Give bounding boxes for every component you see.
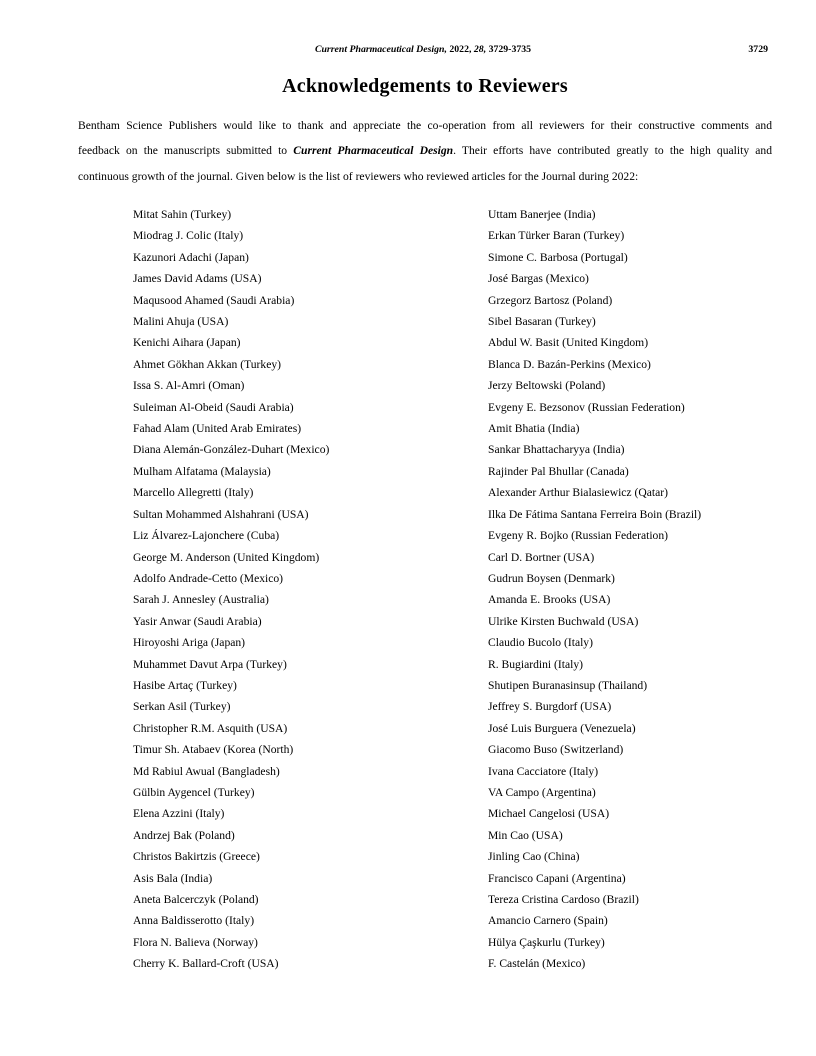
reviewer-item: Hülya Çaşkurlu (Turkey) <box>488 935 605 949</box>
reviewer-item: Maqusood Ahamed (Saudi Arabia) <box>133 293 295 307</box>
reviewer-item: José Bargas (Mexico) <box>488 272 589 286</box>
reviewer-item: Muhammet Davut Arpa (Turkey) <box>133 657 287 671</box>
intro-journal-name: Current Pharmaceutical Design <box>293 144 454 158</box>
reviewer-item: James David Adams (USA) <box>133 272 262 286</box>
reviewer-item: Uttam Banerjee (India) <box>488 208 596 221</box>
reviewer-item: Amit Bhatia (India) <box>488 422 580 436</box>
reviewer-item: Christos Bakirtzis (Greece) <box>133 850 260 864</box>
reviewer-item: Sultan Mohammed Alshahrani (USA) <box>133 507 309 521</box>
reviewers-col-left <box>133 204 488 975</box>
reviewer-item: Ahmet Gökhan Akkan (Turkey) <box>133 357 282 371</box>
reviewer-item: Cherry K. Ballard-Croft (USA) <box>133 957 279 971</box>
reviewer-item: Issa S. Al-Amri (Oman) <box>133 379 245 393</box>
reviewer-item: Tereza Cristina Cardoso (Brazil) <box>488 893 639 906</box>
reviewer-item: Jeffrey S. Burgdorf (USA) <box>488 700 612 714</box>
reviewer-item: Suleiman Al-Obeid (Saudi Arabia) <box>133 400 294 414</box>
intro-line-3: continuous growth of the journal. Given below is the list of reviewers who reviewed articles for the Journal during 2022: <box>78 169 639 183</box>
reviewer-item: Shutipen Buranasinsup (Thailand) <box>488 678 648 692</box>
citation-journal-name: Current Pharmaceutical Design, <box>314 44 447 55</box>
intro-line-2-before: feedback on the manuscripts submitted to <box>78 144 294 158</box>
reviewer-item: VA Campo (Argentina) <box>488 785 596 799</box>
reviewer-item: Sarah J. Annesley (Australia) <box>133 593 269 607</box>
reviewer-item: Amanda E. Brooks (USA) <box>488 593 611 607</box>
intro-paragraph <box>78 113 772 189</box>
reviewer-item: Simone C. Barbosa (Portugal) <box>488 250 628 264</box>
reviewer-item: Jinling Cao (China) <box>488 850 580 864</box>
intro-line-1: Bentham Science Publishers would like to thank and appreciate the co-operation from all reviewers for their constructive comments and <box>78 119 772 132</box>
reviewer-item: Amancio Carnero (Spain) <box>488 914 608 928</box>
reviewer-item: Fahad Alam (United Arab Emirates) <box>133 422 302 436</box>
page-number: 3729 <box>748 44 768 55</box>
reviewer-item: Adolfo Andrade-Cetto (Mexico) <box>133 571 284 585</box>
reviewer-item: Ilka De Fátima Santana Ferreira Boin (Brazil) <box>488 507 702 521</box>
reviewer-item: Michael Cangelosi (USA) <box>488 807 610 821</box>
reviewer-item: Jerzy Beltowski (Poland) <box>488 379 606 393</box>
reviewer-item: Hasibe Artaç (Turkey) <box>133 678 237 692</box>
reviewer-item: Evgeny E. Bezsonov (Russian Federation) <box>488 400 685 414</box>
reviewer-item: Andrzej Bak (Poland) <box>133 828 235 842</box>
reviewer-item: George M. Anderson (United Kingdom) <box>133 550 320 564</box>
page-title: Acknowledgements to Reviewers <box>282 75 568 97</box>
reviewer-item: Mulham Alfatama (Malaysia) <box>133 464 271 478</box>
reviewer-item: R. Bugiardini (Italy) <box>488 657 583 671</box>
reviewer-item: Grzegorz Bartosz (Poland) <box>488 293 613 307</box>
reviewer-item: Gudrun Boysen (Denmark) <box>488 571 615 585</box>
reviewer-item: Anna Baldisserotto (Italy) <box>133 914 255 928</box>
journal-citation <box>78 44 768 56</box>
reviewer-item: Giacomo Buso (Switzerland) <box>488 743 624 757</box>
reviewer-item: Evgeny R. Bojko (Russian Federation) <box>488 529 669 543</box>
reviewer-item: Elena Azzini (Italy) <box>133 807 225 821</box>
citation-volume: 28, <box>473 44 487 55</box>
reviewer-item: Kenichi Aihara (Japan) <box>133 336 241 350</box>
reviewer-item: Timur Sh. Atabaev (Korea (North) <box>133 743 294 757</box>
reviewer-item: Ulrike Kirsten Buchwald (USA) <box>488 614 639 628</box>
reviewer-item: Sankar Bhattacharyya (India) <box>488 443 625 457</box>
citation-pages: 3729-3735 <box>486 44 532 55</box>
reviewer-item: F. Castelán (Mexico) <box>488 957 586 971</box>
reviewer-item: Sibel Basaran (Turkey) <box>488 315 596 329</box>
reviewer-item: Kazunori Adachi (Japan) <box>133 250 249 264</box>
citation-year: 2022, <box>446 44 474 55</box>
reviewer-item: Serkan Asil (Turkey) <box>133 700 231 714</box>
reviewer-item: Marcello Allegretti (Italy) <box>133 486 254 500</box>
reviewer-item: José Luis Burguera (Venezuela) <box>488 721 636 735</box>
reviewer-item: Mitat Sahin (Turkey) <box>133 208 232 221</box>
reviewer-item: Claudio Bucolo (Italy) <box>488 636 593 650</box>
reviewer-item: Liz Álvarez-Lajonchere (Cuba) <box>133 529 280 543</box>
intro-line-2 <box>78 138 772 163</box>
reviewer-item: Gülbin Aygencel (Turkey) <box>133 785 255 799</box>
reviewer-item: Hiroyoshi Ariga (Japan) <box>133 636 246 650</box>
reviewer-item: Diana Alemán-González-Duhart (Mexico) <box>133 443 330 457</box>
reviewer-item: Md Rabiul Awual (Bangladesh) <box>133 764 280 778</box>
reviewer-item: Christopher R.M. Asquith (USA) <box>133 721 288 735</box>
reviewer-item: Flora N. Balieva (Norway) <box>133 935 258 949</box>
reviewer-item: Aneta Balcerczyk (Poland) <box>133 893 259 906</box>
reviewer-item: Alexander Arthur Bialasiewicz (Qatar) <box>488 486 668 500</box>
reviewers-list <box>133 204 772 975</box>
reviewer-item: Min Cao (USA) <box>488 828 563 842</box>
reviewer-item: Erkan Türker Baran (Turkey) <box>488 229 625 243</box>
reviewer-item: Ivana Cacciatore (Italy) <box>488 764 599 778</box>
intro-line-2-after: . Their efforts have contributed greatly to the high quality and <box>453 144 773 158</box>
reviewer-item: Yasir Anwar (Saudi Arabia) <box>133 614 262 628</box>
reviewer-item: Malini Ahuja (USA) <box>133 315 229 329</box>
reviewer-item: Rajinder Pal Bhullar (Canada) <box>488 464 629 478</box>
reviewer-item: Abdul W. Basit (United Kingdom) <box>488 336 649 350</box>
reviewer-item: Miodrag J. Colic (Italy) <box>133 229 244 243</box>
reviewer-item: Carl D. Bortner (USA) <box>488 550 595 564</box>
reviewer-item: Asis Bala (India) <box>133 871 213 885</box>
reviewer-item: Blanca D. Bazán-Perkins (Mexico) <box>488 357 651 371</box>
reviewers-col-right <box>488 204 772 975</box>
reviewer-item: Francisco Capani (Argentina) <box>488 871 626 885</box>
